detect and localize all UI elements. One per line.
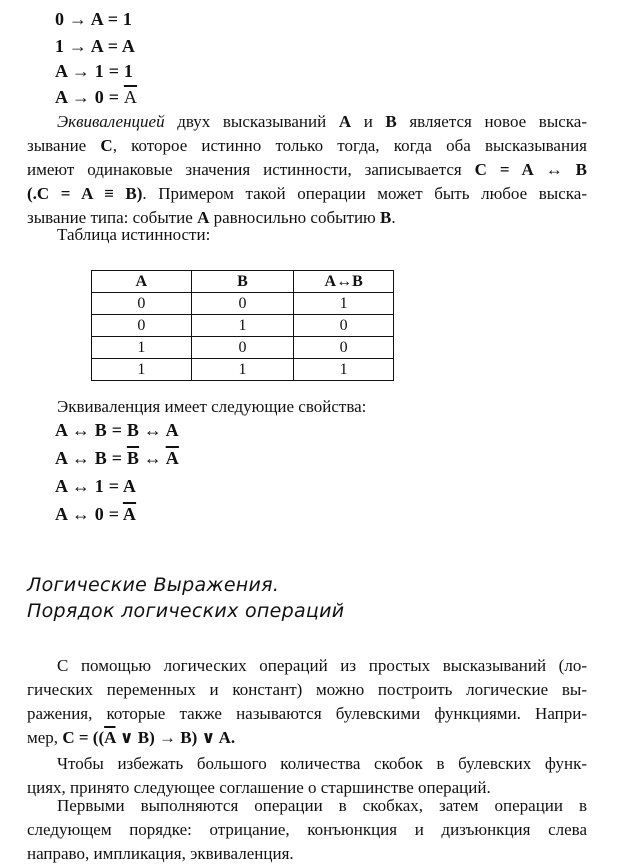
section-heading: [27, 572, 344, 624]
property-formula: A ↔ B = B ↔ A: [55, 420, 179, 440]
text: .: [391, 208, 396, 227]
text: двух высказываний: [164, 112, 339, 131]
table-row: [92, 337, 394, 359]
term-italic: Эквиваленцией: [57, 112, 165, 131]
formula-line: A → 1 = 1: [55, 61, 134, 81]
text: зывание типа: событие: [27, 208, 198, 227]
properties-caption: Эквиваленция имеет следующие свойства:: [57, 397, 367, 416]
equivalence-paragraph: [27, 110, 587, 230]
column-header: B: [191, 271, 294, 293]
table-cell: 1: [92, 337, 192, 359]
paragraph-line: [27, 726, 587, 750]
text: является новое выска-: [396, 112, 588, 131]
body-paragraph: [27, 752, 587, 800]
formula-line: 1 → A = A: [55, 36, 136, 56]
table-cell: 1: [191, 359, 294, 381]
truth-table: [91, 270, 394, 381]
table-cell: 0: [294, 315, 394, 337]
body-paragraph: [27, 654, 587, 750]
paragraph-line: [27, 158, 587, 182]
negated-variable: $\overline{A}$: [165, 448, 179, 468]
negated-variable: $\overline{A}$: [104, 728, 116, 747]
paragraph-line: С помощью логических операций из простых высказываний (ло-: [57, 656, 587, 675]
table-header-row: [92, 271, 394, 293]
formula-inline: ∨ B) → B) ∨ A.: [115, 728, 236, 747]
paragraph-line: [27, 110, 587, 134]
text: и: [351, 112, 386, 131]
table-cell: 0: [191, 337, 294, 359]
var: C: [100, 136, 113, 155]
table-cell: 1: [294, 359, 394, 381]
text: равносильно событию: [209, 208, 381, 227]
section-heading-line: Порядок логических операций: [27, 600, 345, 622]
column-header: A↔B: [294, 271, 394, 293]
property-formula: [55, 503, 136, 525]
formula-inline: (.C = A ≡ B): [27, 184, 143, 203]
text: , которое истинно только тогда, когда оба высказывания: [112, 136, 587, 155]
paragraph-line: циях, принято следующее соглашение о старшинстве операций.: [27, 778, 491, 797]
property-formula: A ↔ 1 = A: [55, 476, 137, 496]
paragraph-line: [27, 134, 587, 158]
formula-text: A → 0 =: [55, 87, 124, 107]
var: B: [385, 112, 397, 131]
body-paragraph: [27, 794, 587, 866]
paragraph-line: ражения, которые также называются булевскими функциями. Напри-: [27, 704, 587, 723]
formula-text: ↔: [139, 448, 166, 468]
paragraph-line: направо, импликация, эквиваленция.: [27, 844, 294, 863]
table-row: [92, 315, 394, 337]
property-formula: [55, 447, 179, 469]
formula-inline: C = ((: [62, 728, 105, 747]
negated-variable: $\overline{A}$: [122, 504, 137, 524]
section-heading-line: Логические Выражения.: [27, 574, 280, 596]
var: A: [197, 208, 210, 227]
table-cell: 1: [294, 293, 394, 315]
table-row: [92, 293, 394, 315]
formula-line: 0 → A = 1: [55, 9, 133, 29]
text: мер,: [27, 728, 63, 747]
text: имеют одинаковые значения истинности, записывается: [27, 160, 475, 179]
formula-inline: C = A ↔ B: [474, 160, 587, 179]
table-cell: 0: [294, 337, 394, 359]
paragraph-line: Первыми выполняются операции в скобках, затем операции в: [57, 796, 587, 815]
table-cell: 1: [92, 359, 192, 381]
table-cell: 0: [92, 293, 192, 315]
table-caption: Таблица истинности:: [57, 225, 211, 244]
paragraph-line: следующем порядке: отрицание, конъюнкция и дизъюнкция слева: [27, 820, 587, 839]
table-cell: 0: [92, 315, 192, 337]
formula-text: A ↔ B =: [55, 448, 127, 468]
table-cell: 0: [191, 293, 294, 315]
text: зывание: [27, 136, 101, 155]
text: . Примером такой операции может быть любое выска-: [142, 184, 587, 203]
var: A: [338, 112, 352, 131]
table-cell: 1: [191, 315, 294, 337]
paragraph-line: [27, 182, 587, 206]
var: B: [380, 208, 392, 227]
negated-variable: $\overline{A}$: [123, 87, 138, 107]
column-header: A: [92, 271, 192, 293]
formula-line: [55, 86, 137, 108]
table-row: [92, 359, 394, 381]
formula-text: A ↔ 0 =: [55, 504, 123, 524]
paragraph-line: гических переменных и констант) можно построить логические вы-: [27, 680, 587, 699]
paragraph-line: Чтобы избежать большого количества скобок в булевских функ-: [57, 754, 587, 773]
negated-variable: $\overline{B}$: [126, 448, 140, 468]
